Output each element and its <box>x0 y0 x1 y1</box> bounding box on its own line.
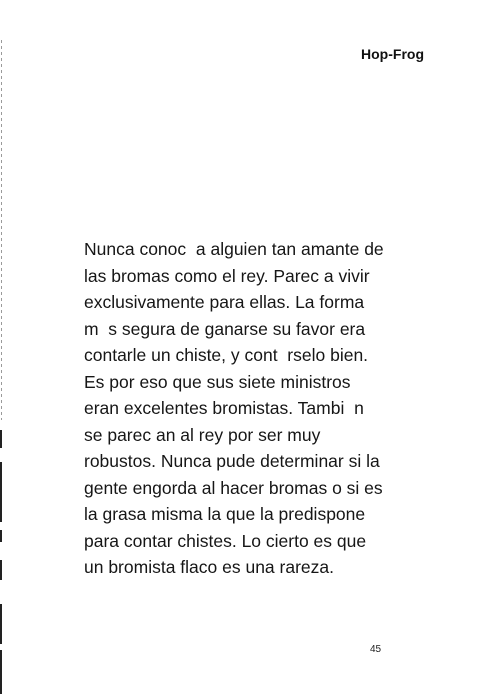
body-paragraph <box>84 236 424 581</box>
text-line: exclusivamente para ellas. La forma <box>84 292 365 312</box>
text-line: gente engorda al hacer bromas o si es <box>84 477 383 498</box>
page-edge-binding <box>0 0 3 694</box>
page-number: 45 <box>370 644 382 655</box>
text-line: se parec an al rey por ser muy <box>84 424 321 445</box>
edge-mark <box>0 430 2 448</box>
edge-mark <box>0 604 2 644</box>
edge-mark <box>0 530 2 542</box>
text-line: Nunca conoc a alguien tan amante de <box>84 239 384 259</box>
text-line: robustos. Nunca pude determinar si la <box>84 451 380 471</box>
text-line: m s segura de ganarse su favor era <box>84 318 366 339</box>
text-line: contarle un chiste, y cont rselo bien. <box>84 345 369 365</box>
edge-dotted-line <box>1 40 2 420</box>
text-line: eran excelentes bromistas. Tambi n <box>84 398 364 418</box>
edge-mark <box>0 462 2 522</box>
text-line: un bromista flaco es una rareza. <box>84 557 334 577</box>
text-line: las bromas como el rey. Parec a vivir <box>84 265 370 286</box>
text-line: Es por eso que sus siete ministros <box>84 371 351 392</box>
text-line: para contar chistes. Lo cierto es que <box>84 530 367 551</box>
edge-mark <box>0 560 2 580</box>
text-line: la grasa misma la que la predispone <box>84 504 366 524</box>
edge-mark <box>0 650 2 694</box>
running-head: Hop-Frog <box>361 46 424 62</box>
